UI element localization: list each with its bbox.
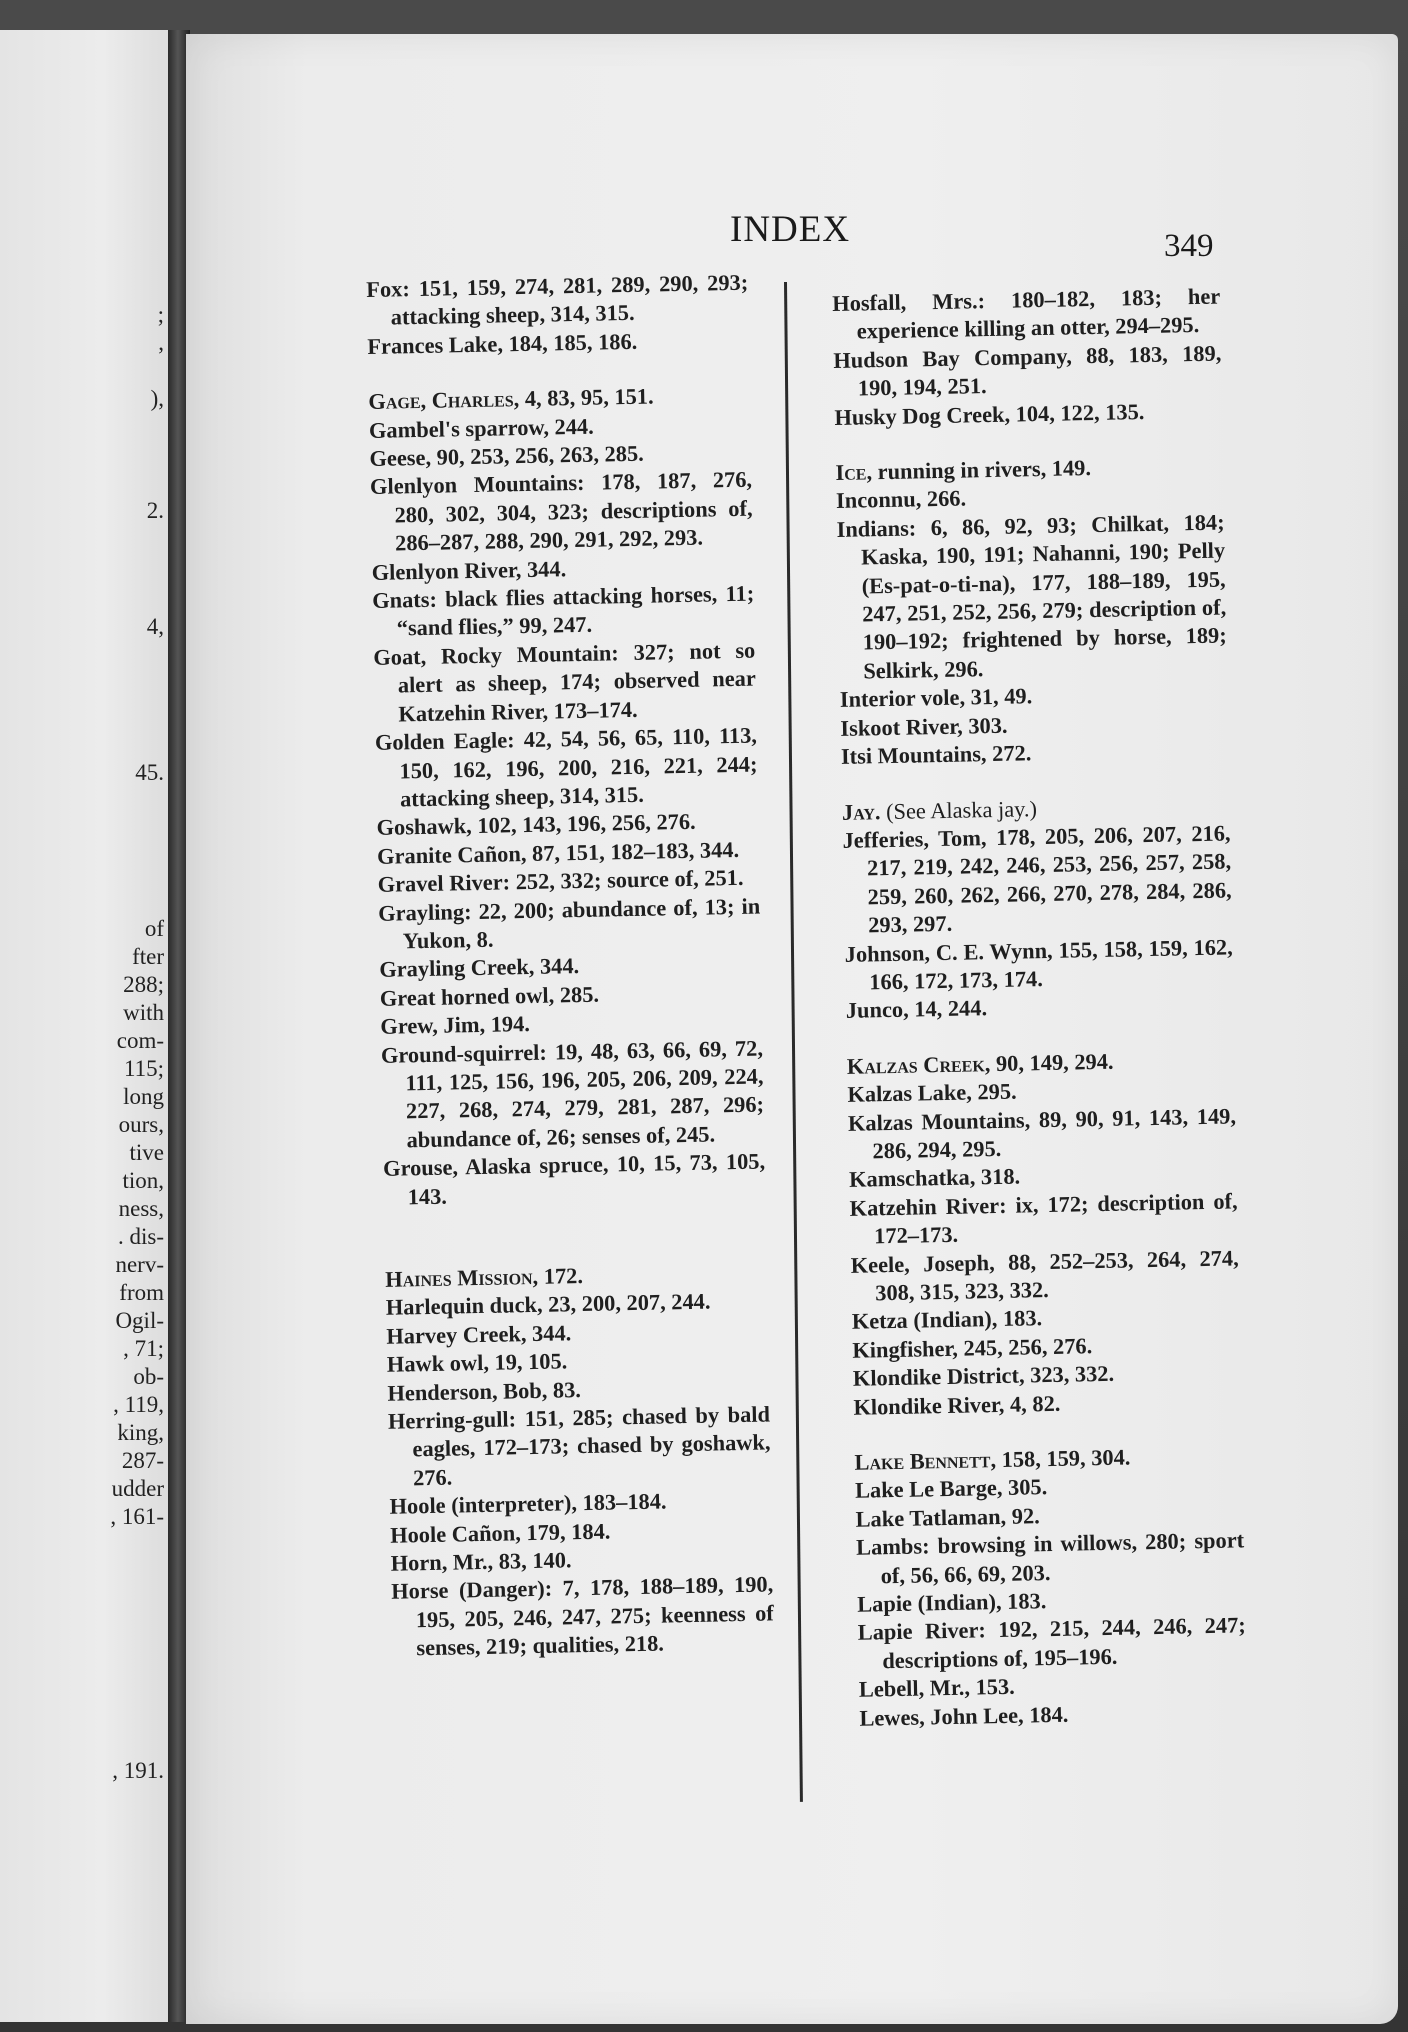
- left-page-fragment: 2.: [146, 498, 164, 523]
- entry-refs: 92.: [1005, 1503, 1040, 1529]
- entry-head: Grew, Jim,: [380, 1012, 486, 1040]
- left-page: [0, 30, 172, 2022]
- entry-refs: (See Alaska jay.): [880, 795, 1038, 824]
- entry-head: Harlequin duck,: [385, 1292, 543, 1321]
- entry-head: Kalzas Lake,: [847, 1079, 973, 1108]
- entry-head: Grouse, Alaska spruce,: [382, 1151, 609, 1182]
- entry-refs: 102, 143, 196, 256, 276.: [471, 809, 696, 839]
- entry-head: Lebell, Mr.,: [858, 1674, 971, 1703]
- left-page-fragment: ;: [157, 302, 164, 327]
- entry-head: Great horned owl,: [379, 982, 555, 1011]
- index-column-left: [366, 269, 775, 1664]
- left-page-fragment: with: [123, 1000, 164, 1025]
- entry-refs: 14, 244.: [908, 995, 988, 1023]
- index-entry: [391, 1571, 775, 1664]
- index-entry: [375, 722, 759, 815]
- index-entry: [378, 892, 761, 956]
- entry-head: Lake Bennett,: [854, 1447, 997, 1475]
- entry-refs: 155, 158, 159, 162, 166, 172, 173, 174.: [869, 933, 1233, 995]
- left-page-fragment: ob-: [133, 1364, 164, 1389]
- left-page-fragment: 4,: [146, 614, 164, 639]
- entry-head: Jefferies, Tom,: [842, 825, 987, 853]
- index-entry: [850, 1244, 1239, 1308]
- left-page-fragment: , 161-: [110, 1504, 164, 1529]
- entry-refs: 184, 185, 186.: [502, 328, 638, 357]
- entry-head: Goshawk,: [376, 813, 473, 841]
- entry-refs: 344.: [534, 953, 580, 980]
- entry-head: Golden Eagle:: [374, 727, 515, 756]
- entry-head: Katzehin River:: [849, 1192, 1007, 1221]
- index-entry: [858, 1612, 1247, 1676]
- page-title: INDEX: [730, 209, 851, 250]
- entry-head: Geese,: [369, 444, 432, 471]
- entry-refs: 244.: [548, 413, 594, 440]
- entry-refs: 89, 90, 91, 143, 149, 286, 294, 295.: [872, 1102, 1237, 1164]
- entry-refs: 252, 332; source of, 251.: [509, 864, 744, 895]
- left-page-fragment: long: [123, 1084, 164, 1109]
- entry-head: Junco,: [845, 997, 909, 1024]
- entry-head: Kamschatka,: [848, 1164, 976, 1193]
- entry-refs: 31, 49.: [964, 683, 1033, 710]
- index-entry: [844, 933, 1233, 997]
- entry-refs: 184.: [1023, 1701, 1069, 1728]
- entry-head: Hoole Cañon,: [389, 1519, 522, 1548]
- entry-head: Ketza (Indian),: [851, 1306, 998, 1335]
- index-entry: [366, 269, 749, 333]
- entry-refs: 344.: [521, 555, 567, 582]
- entry-head: Henderson, Bob,: [387, 1377, 548, 1406]
- entry-refs: ix, 172; description of, 172–173.: [873, 1188, 1238, 1249]
- entry-refs: 183.: [997, 1305, 1043, 1332]
- entry-refs: 90, 149, 294.: [990, 1048, 1114, 1076]
- entry-head: Jay.: [841, 798, 881, 825]
- entry-refs: 153.: [969, 1674, 1015, 1700]
- index-entry: [833, 339, 1222, 403]
- left-page-fragment: ness,: [118, 1196, 164, 1221]
- entry-refs: 22, 200; abundance of, 13; in Yukon, 8.: [402, 893, 761, 954]
- entry-head: Lake Le Barge,: [854, 1475, 1003, 1504]
- entry-refs: black flies attacking horses, 11; “sand flies,” 99, 247.: [396, 580, 755, 641]
- entry-head: Frances Lake,: [367, 331, 504, 359]
- entry-head: Herring-gull:: [387, 1406, 517, 1434]
- left-page-fragment: ,: [158, 330, 164, 355]
- entry-head: Iskoot River,: [840, 713, 963, 741]
- entry-head: Gage, Charles,: [368, 386, 520, 415]
- entry-head: Itsi Mountains,: [840, 741, 987, 770]
- entry-head: Lapie River:: [857, 1617, 987, 1646]
- entry-head: Kalzas Mountains,: [847, 1106, 1031, 1136]
- entry-refs: 305.: [1002, 1474, 1048, 1501]
- entry-head: Johnson, C. E. Wynn,: [844, 937, 1053, 967]
- index-entry: [832, 283, 1221, 347]
- index-entry: [381, 1034, 765, 1155]
- entry-head: Harvey Creek,: [386, 1320, 527, 1349]
- index-entry: [383, 1148, 766, 1212]
- index-entry: [842, 819, 1232, 940]
- entry-refs: 183.: [1001, 1588, 1047, 1615]
- index-entry: [372, 580, 755, 644]
- entry-head: Klondike River,: [853, 1391, 1005, 1420]
- entry-refs: 10, 15, 73, 105, 143.: [407, 1148, 766, 1209]
- entry-refs: 323, 332.: [1024, 1361, 1115, 1388]
- index-entry: [849, 1187, 1238, 1251]
- entry-head: Lewes, John Lee,: [859, 1702, 1024, 1731]
- left-page-fragment: com-: [116, 1028, 164, 1053]
- entry-head: Ice,: [835, 459, 873, 485]
- index-column-right: [832, 283, 1248, 1733]
- left-page-fragment: Ogil-: [115, 1308, 164, 1333]
- entry-head: Hudson Bay Company,: [833, 343, 1073, 373]
- left-page-fragment: 288;: [123, 972, 164, 997]
- left-page-fragment: tive: [129, 1140, 164, 1165]
- entry-head: Hosfall, Mrs.:: [832, 288, 986, 316]
- entry-refs: 180–182, 183; her experience killing an otter, 294–295.: [856, 283, 1221, 344]
- left-page-fragment: of: [144, 916, 164, 941]
- index-entry: [856, 1527, 1245, 1591]
- entry-head: Kalzas Creek,: [846, 1050, 991, 1079]
- entry-refs: 7, 178, 188–189, 190, 195, 205, 246, 247, 275; keenness of senses, 219; qualities, 218.: [415, 1571, 774, 1661]
- entry-head: Gravel River:: [377, 869, 511, 898]
- entry-refs: browsing in willows, 280; sport of, 56, 66, 69, 203.: [880, 1527, 1245, 1588]
- left-page-fragment: from: [119, 1280, 164, 1305]
- entry-refs: 90, 253, 256, 263, 285.: [430, 440, 644, 470]
- page-number: 349: [1164, 228, 1214, 264]
- entry-refs: 245, 256, 276.: [957, 1333, 1093, 1361]
- entry-head: Kingfisher,: [852, 1335, 959, 1363]
- entry-refs: 19, 105.: [488, 1348, 568, 1376]
- entry-refs: 23, 200, 207, 244.: [542, 1288, 711, 1318]
- left-page-fragment: 287-: [121, 1448, 164, 1473]
- entry-head: Klondike District,: [852, 1362, 1025, 1392]
- entry-refs: 318.: [975, 1163, 1021, 1190]
- entry-refs: 4, 83, 95, 151.: [519, 383, 654, 412]
- entry-head: Gnats:: [371, 586, 438, 614]
- entry-refs: 4, 82.: [1004, 1390, 1061, 1417]
- entry-refs: 178, 187, 276, 280, 302, 304, 323; descriptions of, 286–287, 288, 290, 291, 292, 293.: [394, 467, 753, 556]
- left-page-fragment: 115;: [123, 1056, 164, 1081]
- entry-refs: 158, 159, 304.: [995, 1444, 1131, 1473]
- entry-head: Interior vole,: [839, 684, 966, 713]
- entry-refs: 266.: [921, 485, 967, 512]
- left-page-fragment: nerv-: [115, 1252, 164, 1277]
- entry-head: Glenlyon River,: [371, 556, 522, 585]
- entry-head: Indians:: [836, 515, 917, 542]
- entry-refs: 83, 140.: [492, 1547, 572, 1574]
- entry-refs: 87, 151, 182–183, 344.: [526, 836, 740, 866]
- entry-head: Horse (Danger):: [391, 1576, 553, 1605]
- entry-head: Hawk owl,: [386, 1350, 490, 1378]
- left-page-fragment: ours,: [118, 1112, 164, 1137]
- entry-refs: 272.: [986, 740, 1032, 767]
- entry-head: Gambel's sparrow,: [368, 414, 550, 443]
- entry-refs: running in rivers, 149.: [871, 455, 1092, 485]
- entry-head: Granite Cañon,: [376, 840, 527, 869]
- index-entry: [836, 508, 1227, 686]
- entry-head: Grayling Creek,: [379, 954, 535, 983]
- entry-refs: 344.: [526, 1320, 572, 1346]
- entry-head: Inconnu,: [835, 486, 922, 514]
- left-page-fragment: tion,: [122, 1168, 164, 1193]
- entry-head: Horn, Mr.,: [390, 1548, 494, 1576]
- entry-head: Keele, Joseph,: [850, 1249, 995, 1278]
- entry-head: Lambs:: [855, 1533, 930, 1561]
- entry-refs: 151, 159, 274, 281, 289, 290, 293; attacking sheep, 314, 315.: [390, 269, 749, 330]
- entry-head: Lake Tatlaman,: [855, 1503, 1007, 1532]
- entry-refs: 295.: [971, 1078, 1017, 1105]
- entry-refs: 183–184.: [576, 1488, 667, 1516]
- left-page-fragment: ),: [150, 386, 164, 411]
- left-page-fragment: , 191.: [112, 1758, 164, 1783]
- entry-head: Lapie (Indian),: [856, 1589, 1002, 1617]
- entry-head: Hoole (interpreter),: [389, 1490, 578, 1520]
- entry-refs: 19, 48, 63, 66, 69, 72, 111, 125, 156, 196, 205, 206, 209, 224, 227, 268, 274, 279, 281, 287, 296; abundance of, 26; senses of, 245.: [405, 1035, 765, 1153]
- left-page-fragment: fter: [132, 944, 164, 969]
- index-entry: [848, 1102, 1237, 1166]
- entry-refs: 179, 184.: [520, 1518, 611, 1545]
- left-page-fragment: , 119,: [113, 1392, 164, 1417]
- entry-refs: 285.: [553, 981, 600, 1008]
- entry-refs: 327; not so alert as sheep, 174; observed near Katzehin River, 173–174.: [397, 637, 757, 727]
- entry-head: Ground-squirrel:: [380, 1039, 548, 1068]
- entry-refs: 104, 122, 135.: [1009, 398, 1145, 427]
- entry-head: Grayling:: [377, 898, 472, 926]
- entry-refs: 178, 205, 206, 207, 216, 217, 219, 242, 246, 253, 256, 257, 258, 259, 260, 262, 266, 270, 278, 284, 286, 293, 297.: [866, 820, 1232, 938]
- entry-refs: 303.: [962, 712, 1008, 739]
- entry-refs: 172.: [537, 1263, 584, 1289]
- entry-refs: 88, 183, 189, 190, 194, 251.: [857, 340, 1222, 401]
- entry-refs: 194.: [484, 1011, 531, 1038]
- entry-head: Husky Dog Creek,: [834, 401, 1011, 430]
- entry-refs: 6, 86, 92, 93; Chilkat, 184; Kaska, 190, 191; Nahanni, 190; Pelly (Es-pat-o-ti-na), 177, 188–189, 195, 247, 251, 252, 256, 279; description of, 190–192; frightened by horse, 189; Selkirk, 296.: [860, 509, 1227, 684]
- left-page-fragment: 45.: [135, 760, 164, 785]
- entry-head: Glenlyon Mountains:: [369, 470, 585, 500]
- index-entry: [388, 1400, 772, 1493]
- left-page-fragment: udder: [111, 1476, 164, 1501]
- entry-refs: 151, 285; chased by bald eagles, 172–173; chased by goshawk, 276.: [412, 1401, 771, 1491]
- entry-refs: 88, 252–253, 264, 274, 308, 315, 323, 332.: [875, 1244, 1239, 1306]
- entry-head: Haines Mission,: [385, 1263, 539, 1292]
- left-page-fragment: king,: [117, 1420, 164, 1445]
- entry-refs: 83.: [547, 1376, 582, 1403]
- entry-head: Fox:: [366, 276, 411, 302]
- index-entry: [373, 636, 757, 729]
- left-page-fragment: , 71;: [123, 1336, 164, 1361]
- entry-refs: 192, 215, 244, 246, 247; descriptions of, 195–196.: [882, 1612, 1246, 1674]
- entry-head: Goat, Rocky Mountain:: [373, 640, 619, 670]
- left-page-fragment: . dis-: [118, 1224, 164, 1249]
- entry-refs: 42, 54, 56, 65, 110, 113, 150, 162, 196, 200, 216, 221, 244; attacking sheep, 314, 315.: [399, 722, 758, 812]
- index-entry: [370, 466, 754, 559]
